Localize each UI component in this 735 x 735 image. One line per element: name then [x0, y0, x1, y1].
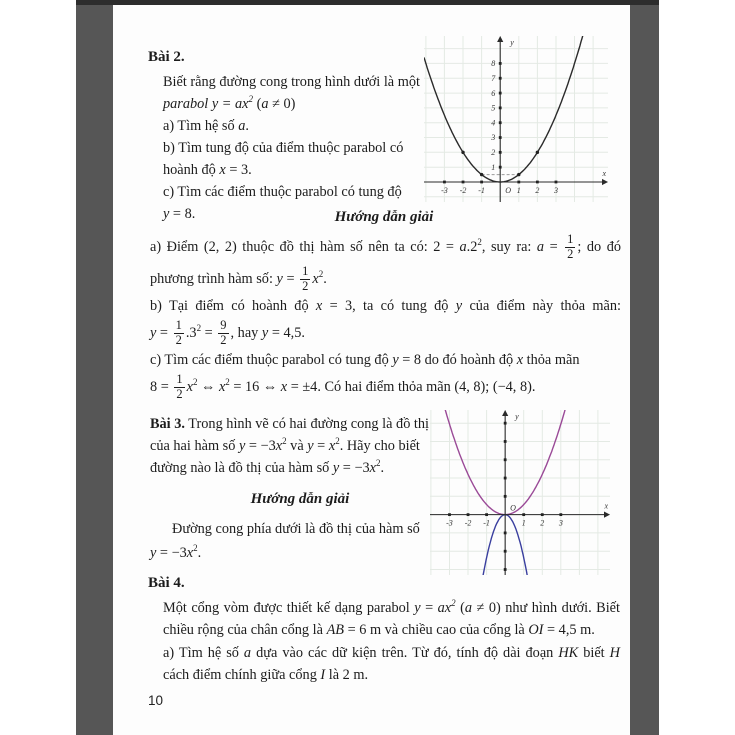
- svg-text:7: 7: [491, 73, 496, 83]
- svg-text:-2: -2: [459, 185, 467, 195]
- svg-text:-3: -3: [446, 518, 453, 528]
- bai2-solution-text: a) Điểm (2, 2) thuộc đồ thị hàm số nên ta có: $2 = a.2^2$, suy ra: a = $\frac{1}{2}$ ; do đó phương trình hàm số: y = $\frac{1}{2}$ $x^2$. b) Tại điểm có hoành độ x = 3, ta có tung độ y của điểm này thỏa mãn: y = $\frac{1}{2}$ $.3^2$ = $\frac{9}{2}$ , hay y = 4,5. c) Tìm các điểm thuộc parabol có tung độ y = 8 do đó hoành độ x thỏa mãn 8 = $\frac{1}{2}$ $x^2$ ⇔ $x^2 = 16$ ⇔ x = ±4. Có hai điểm thỏa mãn (4, 8); (−4, 8).: [150, 231, 621, 401]
- svg-text:-1: -1: [478, 185, 485, 195]
- page-number: 10: [148, 693, 164, 708]
- bai3-solution-heading: Hướng dẫn giải: [250, 491, 350, 507]
- svg-text:3: 3: [491, 133, 496, 143]
- svg-text:x: x: [602, 168, 606, 178]
- svg-text:5: 5: [491, 103, 496, 113]
- bai3-problem-text: Bài 3. Trong hình vẽ có hai đường cong là đồ thị của hai hàm số $y = -3x^2$ và $y = x^2$. Hãy cho biết đường nào là đồ thị của hàm số $y = -3x^2$.: [150, 416, 430, 476]
- svg-text:y: y: [515, 412, 519, 421]
- svg-text:8: 8: [491, 59, 496, 69]
- svg-text:x: x: [604, 501, 608, 511]
- svg-text:O: O: [505, 185, 511, 195]
- svg-text:1: 1: [516, 185, 521, 195]
- parabola-chart-bai2: [424, 36, 608, 202]
- svg-text:2: 2: [535, 185, 540, 195]
- bai2-solution-heading: Hướng dẫn giải: [334, 209, 434, 225]
- svg-text:4: 4: [491, 118, 496, 128]
- document-page: [113, 5, 630, 735]
- svg-text:3: 3: [553, 185, 558, 195]
- svg-text:2: 2: [540, 518, 545, 528]
- svg-text:1: 1: [491, 162, 496, 172]
- svg-text:1: 1: [521, 518, 526, 528]
- svg-text:y: y: [510, 38, 514, 47]
- svg-text:-3: -3: [441, 185, 448, 195]
- bai3-solution-text: Đường cong phía dưới là đồ thị của hàm số $y = -3x^2$.: [150, 521, 420, 561]
- svg-text:-1: -1: [483, 518, 490, 528]
- svg-text:6: 6: [491, 88, 496, 98]
- svg-text:2: 2: [491, 148, 496, 158]
- svg-text:3: 3: [558, 518, 563, 528]
- scanned-page-photo: [76, 0, 659, 735]
- svg-text:O: O: [510, 503, 516, 513]
- bai2-problem-text: Biết rằng đường cong trong hình dưới là một parabol $y = ax^2$ (a ≠ 0) a) Tìm hệ số a. b) Tìm tung độ của điểm thuộc parabol có hoành độ x = 3. c) Tìm các điểm thuộc parabol có tung độ y = 8.: [163, 74, 420, 222]
- bai4-problem-text: Một cổng vòm được thiết kế dạng parabol $y = ax^2$ (a ≠ 0) như hình dưới. Biết chiều rộng của chân cổng là AB = 6 m và chiều cao của cổng là OI = 4,5 m. a) Tìm hệ số a dựa vào các dữ kiện trên. Từ đó, tính độ dài đoạn HK biết H cách điểm chính giữa cổng I là 2 m.: [163, 598, 620, 684]
- svg-text:-2: -2: [464, 518, 472, 528]
- bai4-title: Bài 4.: [148, 575, 185, 591]
- bai2-title: Bài 2.: [148, 49, 185, 65]
- two-parabolas-chart-bai3: [430, 410, 610, 575]
